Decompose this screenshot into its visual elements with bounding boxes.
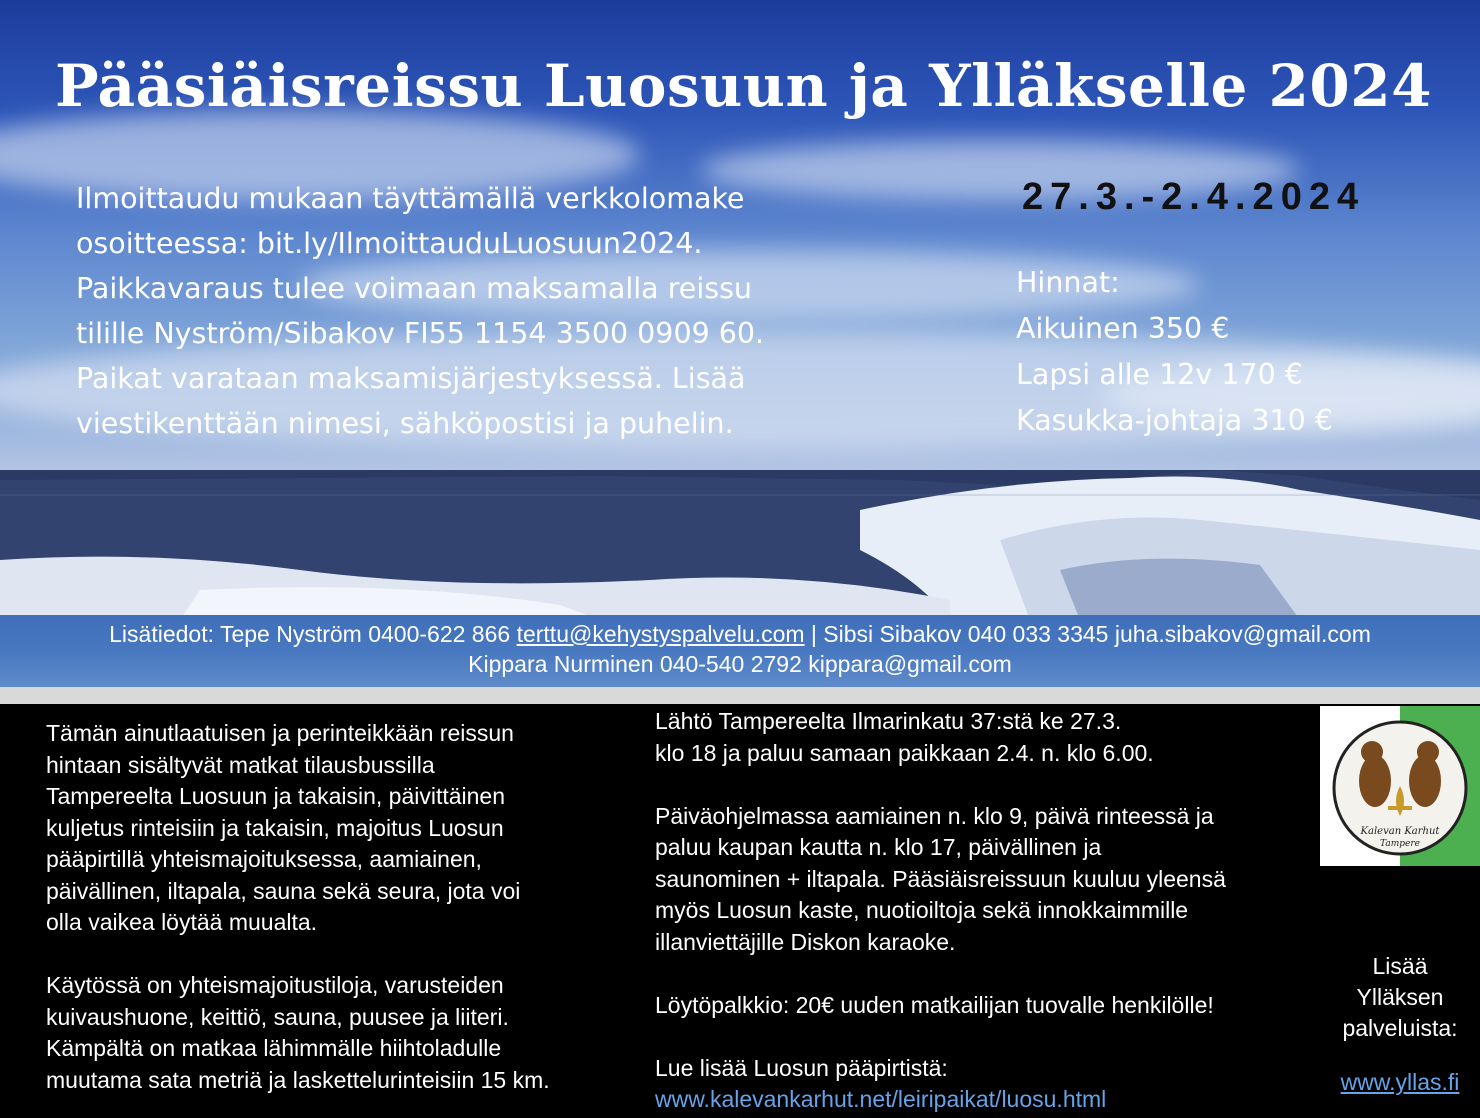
schedule-description bbox=[655, 706, 1335, 1116]
title-text: Pääsiäisreissu Luosuun ja Ylläkselle 2024 bbox=[55, 52, 1432, 120]
text-line: muutama sata metriä ja laskettelurinteisiin 15 km. bbox=[46, 1066, 550, 1093]
divider bbox=[0, 687, 1480, 704]
text-line: hintaan sisältyvät matkat tilausbussilla bbox=[46, 751, 435, 778]
intro-line: osoitteessa: bit.ly/IlmoittauduLuosuun2024. bbox=[76, 227, 703, 260]
side-line: Lisää bbox=[1372, 953, 1428, 979]
text-line: saunominen + iltapala. Pääsiäisreissuun kuuluu yleensä bbox=[655, 865, 1226, 892]
contact-prefix: Lisätiedot: Tepe Nyström 0400-622 866 bbox=[109, 621, 517, 647]
contact-line-2: Kippara Nurminen 040-540 2792 kippara@gmail.com bbox=[468, 651, 1012, 677]
contact-line-1 bbox=[0, 621, 1480, 648]
yllas-link[interactable]: www.yllas.fi bbox=[1340, 1069, 1460, 1095]
text-line: olla vaikea löytää muualta. bbox=[46, 909, 318, 935]
contact-band bbox=[0, 615, 1480, 687]
fell-landscape bbox=[0, 440, 1480, 615]
logo-text: Kalevan Karhut bbox=[1360, 826, 1440, 837]
text-line: illanviettäjille Diskon karaoke. bbox=[655, 928, 956, 955]
intro-line: viestikenttään nimesi, sähköpostisi ja puhelin. bbox=[76, 407, 734, 440]
blank-line bbox=[655, 769, 1335, 801]
blank-line bbox=[655, 958, 1335, 990]
contact-email-link[interactable]: terttu@kehystyspalvelu.com bbox=[516, 621, 805, 647]
page-title bbox=[55, 52, 1455, 120]
included-description bbox=[46, 718, 646, 1096]
intro-line: tilille Nyström/Sibakov FI55 1154 3500 0909 60. bbox=[76, 317, 765, 350]
intro-line: Paikat varataan maksamisjärjestyksessä. Lisää bbox=[76, 362, 746, 395]
text-line: Lähtö Tampereelta Ilmarinkatu 37:stä ke 27.3. bbox=[655, 708, 1122, 734]
text-line: kuivaushuone, keittiö, sauna, puusee ja liiteri. bbox=[46, 1003, 509, 1030]
intro-line: Ilmoittaudu mukaan täyttämällä verkkolomake bbox=[76, 182, 745, 215]
text-line: klo 18 ja paluu samaan paikkaan 2.4. n. klo 6.00. bbox=[655, 739, 1154, 766]
price-list bbox=[1016, 260, 1333, 444]
luosu-link[interactable]: www.kalevankarhut.net/leiripaikat/luosu.html bbox=[655, 1086, 1107, 1112]
text-line: paluu kaupan kautta n. klo 17, päivällinen ja bbox=[655, 834, 1102, 860]
text-line: Tampereelta Luosuun ja takaisin, päivittäinen bbox=[46, 783, 506, 809]
side-line: palveluista: bbox=[1342, 1015, 1458, 1041]
contact-mid: | Sibsi Sibakov 040 033 3345 juha.sibakov@gmail.com bbox=[804, 621, 1371, 647]
text-line: Päiväohjelmassa aamiainen n. klo 9, päivä rinteessä ja bbox=[655, 802, 1214, 829]
bear-logo-icon bbox=[1320, 706, 1480, 866]
text-line: pääpirtillä yhteismajoituksessa, aamiainen, bbox=[46, 846, 482, 872]
registration-info bbox=[76, 176, 876, 446]
intro-line: Paikkavaraus tulee voimaan maksamalla reissu bbox=[76, 272, 752, 305]
text-line: Lue lisää Luosun pääpirtistä: bbox=[655, 1054, 948, 1081]
text-line: Käytössä on yhteismajoitustiloja, varusteiden bbox=[46, 972, 504, 998]
price-row: Aikuinen 350 € bbox=[1016, 312, 1230, 345]
price-row: Kasukka-johtaja 310 € bbox=[1016, 404, 1333, 437]
text-line: kuljetus rinteisiin ja takaisin, majoitus Luosun bbox=[46, 814, 504, 841]
logo-text: Tampere bbox=[1380, 839, 1420, 849]
text-line: Löytöpalkkio: 20€ uuden matkailijan tuovalle henkilölle! bbox=[655, 991, 1214, 1018]
text-line: Tämän ainutlaatuisen ja perinteikkään reissun bbox=[46, 720, 514, 746]
side-line: Ylläksen bbox=[1356, 984, 1444, 1010]
blank-line bbox=[655, 1021, 1335, 1053]
text-line: myös Luosun kaste, nuotioiltoja sekä innokkaimmille bbox=[655, 897, 1189, 923]
yllas-info bbox=[1325, 951, 1475, 1044]
event-date: 27.3.-2.4.2024 bbox=[1022, 176, 1366, 218]
price-row: Lapsi alle 12v 170 € bbox=[1016, 358, 1303, 391]
blank-line bbox=[46, 939, 646, 971]
details-section bbox=[0, 704, 1480, 1118]
price-heading: Hinnat: bbox=[1016, 266, 1120, 299]
text-line: Kämpältä on matkaa lähimmälle hiihtoladulle bbox=[46, 1035, 502, 1061]
text-line: päivällinen, iltapala, sauna sekä seura, jota voi bbox=[46, 877, 521, 904]
